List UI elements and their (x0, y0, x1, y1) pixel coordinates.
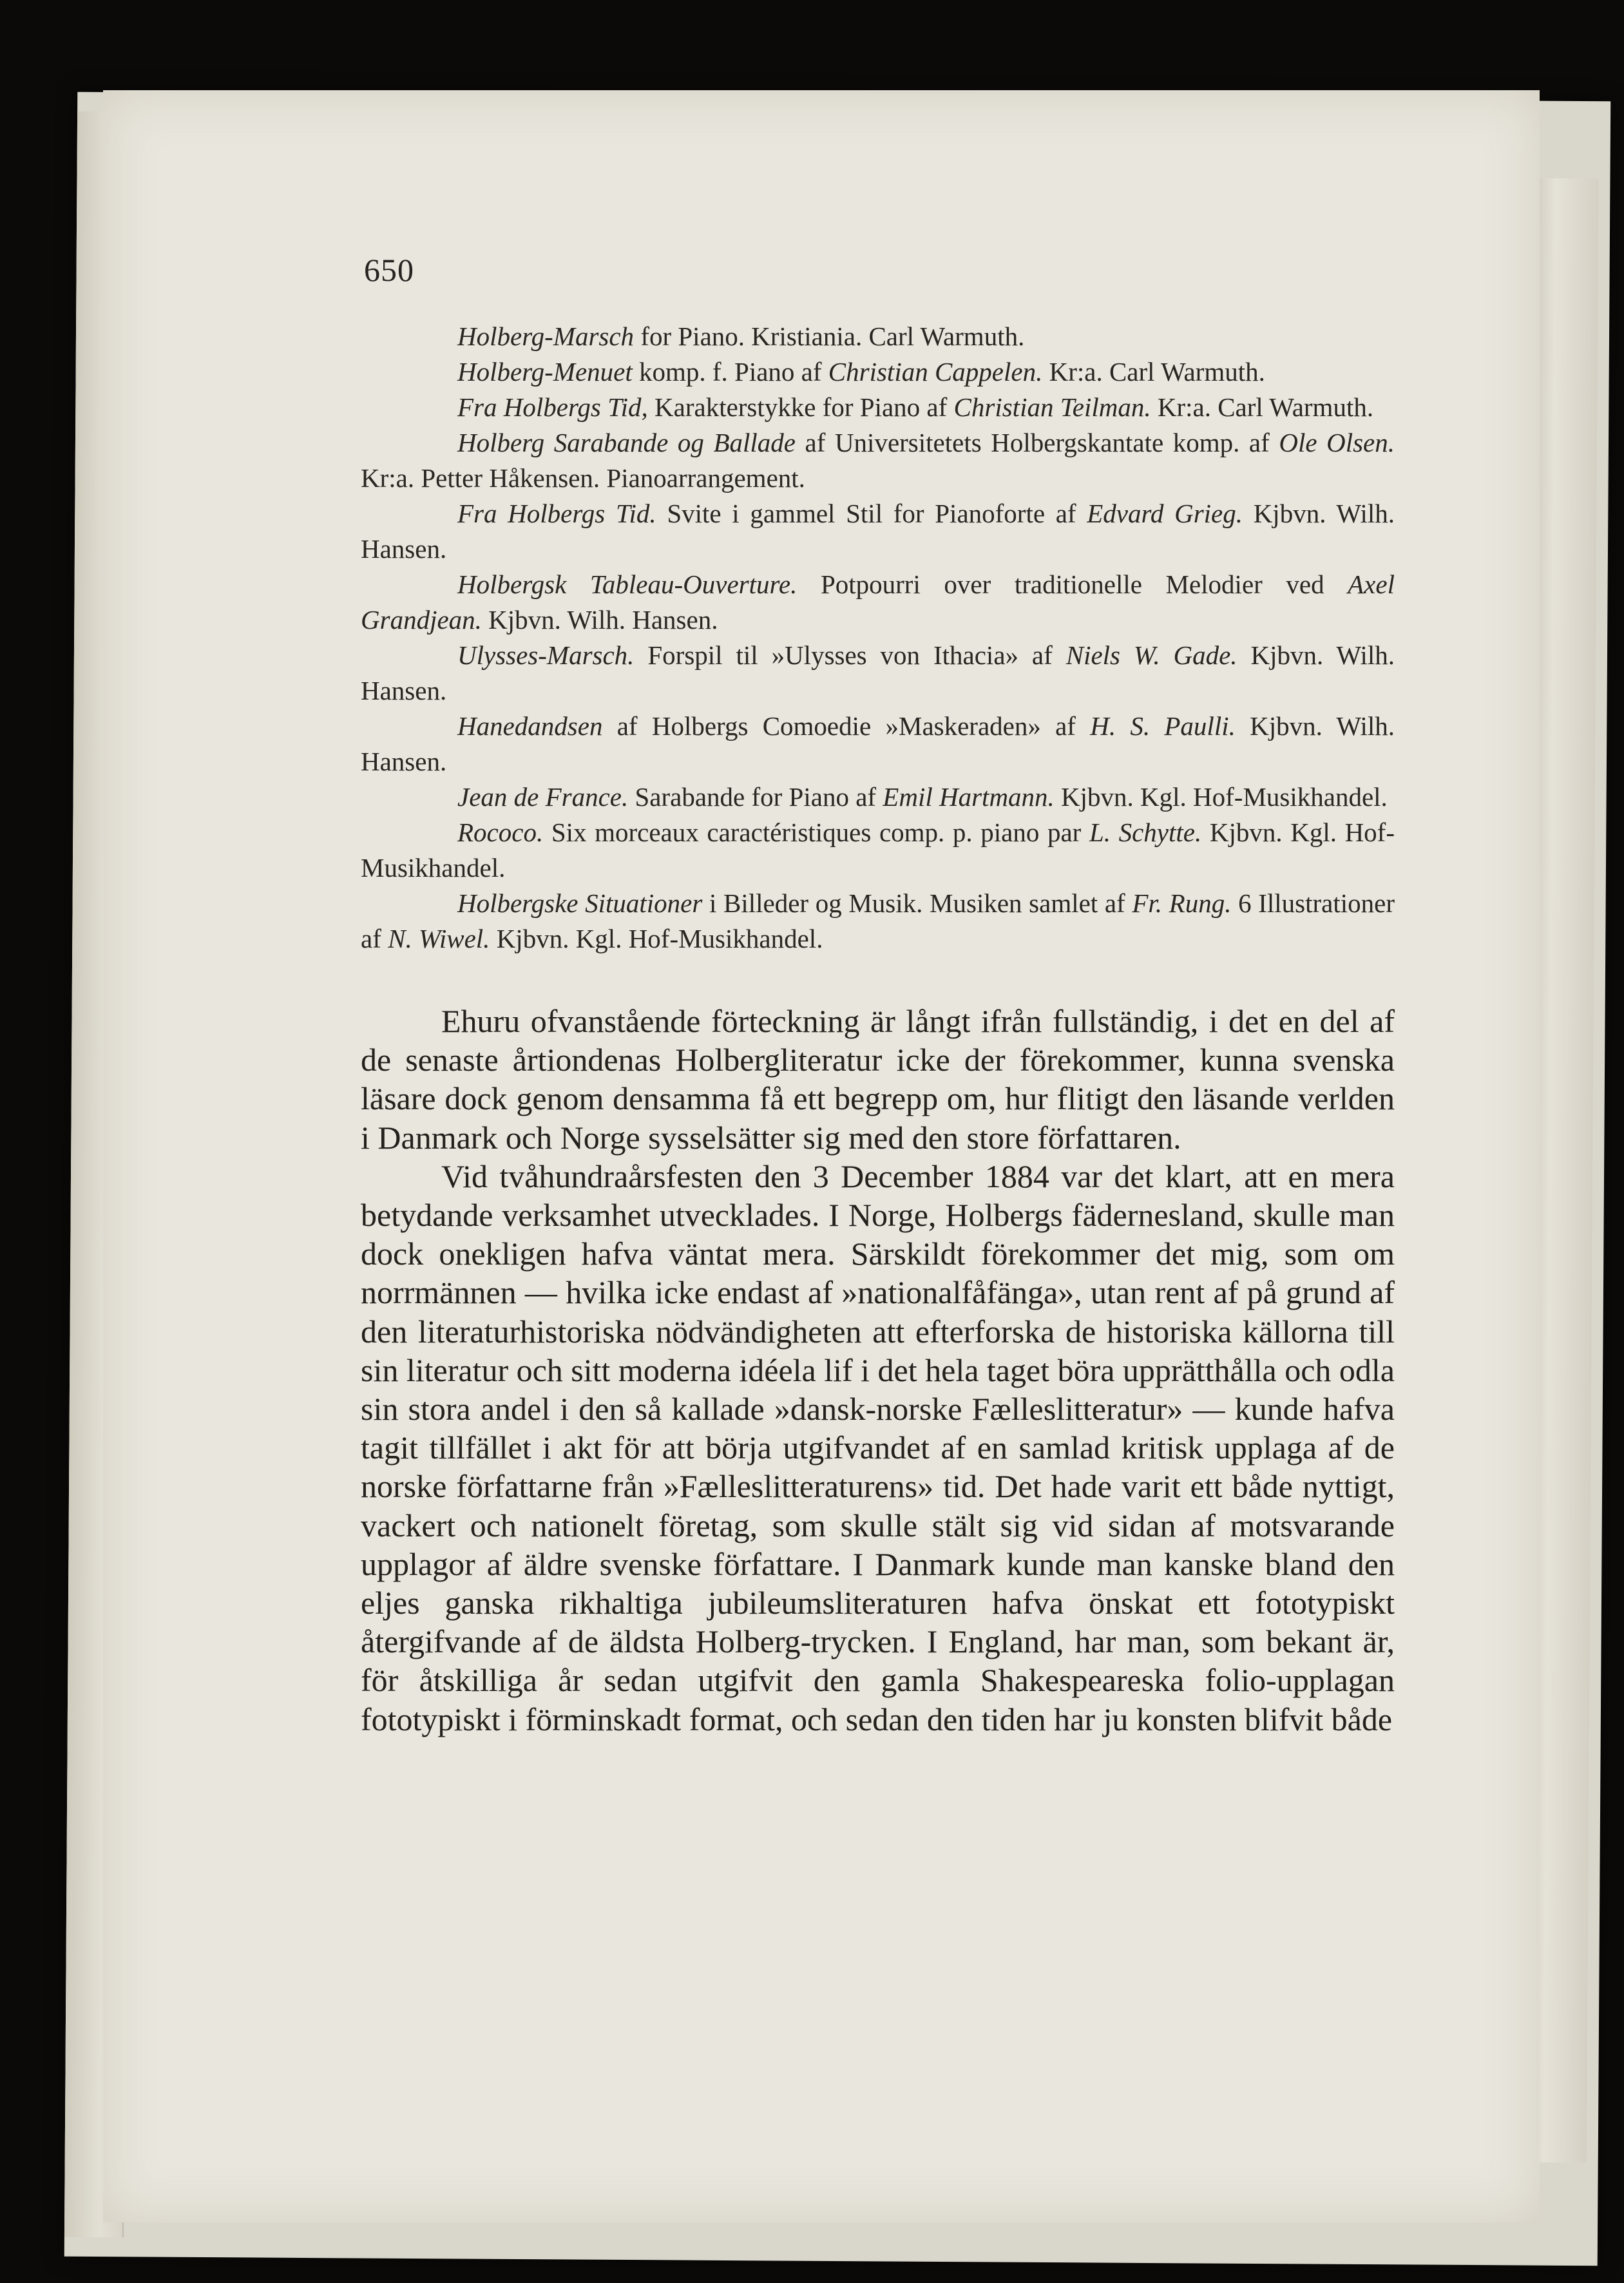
entry-title-run: Fr. Rung. (1132, 888, 1232, 918)
entry-title-run: Hanedandsen (457, 711, 603, 741)
bibliography-entry (361, 319, 1395, 354)
entry-title-run: Holberg-Menuet (457, 357, 633, 387)
bibliography-entry (361, 567, 1395, 638)
entry-title-run: Axel Grandjean. (361, 569, 1395, 635)
bibliography-entry (361, 638, 1395, 709)
entry-title-run: Niels W. Gade. (1065, 640, 1237, 670)
bibliography-entry (361, 709, 1395, 779)
entry-title-run: Holberg Sarabande og Ballade (457, 428, 796, 457)
page-number: 650 (364, 252, 414, 288)
entry-title-run: N. Wiwel. (388, 924, 490, 953)
entry-text-run: Kjbvn. Kgl. Hof-Musikhandel. (490, 924, 823, 953)
entry-text-run: Kjbvn. Wilh. Hansen. (361, 499, 1395, 564)
entry-text-run: Sarabande for Piano af (628, 782, 883, 812)
entry-title-run: Christian Teilman. (953, 392, 1151, 422)
bibliography-entry (361, 354, 1395, 390)
entry-title-run: Christian Cappelen. (828, 357, 1043, 387)
entry-text-run: Kjbvn. Wilh. Hansen. (481, 605, 718, 635)
paragraph: Vid tvåhundraårsfesten den 3 December 1884 var det klart, att en mera betydande verksamhet utvecklades. I Norge, Holbergs fädernesland, skulle man dock onekligen hafva väntat mera. Särskildt förekommer det mig, som om norrmännen — hvilka icke endast af »nationalfåfänga», utan rent af på grund af den literaturhistoriska nödvändigheten att efterforska de historiska källorna till sin literatur och sitt moderna idéela lif i det hela taget böra upprätthålla och odla sin stora andel i den så kallade »dansk-norske Fælleslitteratur» — kunde hafva tagit tillfället i akt för att börja utgifvandet af en samlad kritisk upplaga af de norske författarne från »Fælleslitteraturens» tid. Det hade varit ett både nyttigt, vackert och nationelt företag, som skulle stält sig vid sidan af motsvarande upplagor af äldre svenske författare. I Danmark kunde man kanske bland den eljes ganska rikhaltiga jubileumsliteraturen hafva önskat ett fototypiskt återgifvande af de äldsta Holberg-trycken. I England, har man, som bekant är, för åtskilliga år sedan utgifvit den gamla Shakespeareska folio-upplagan fototypiskt i förminskadt format, och sedan den tiden har ju konsten blifvit både (361, 1158, 1395, 1737)
entry-text-run: Six morceaux caractéristiques comp. p. piano par (543, 817, 1089, 847)
bibliography-entry (361, 886, 1395, 957)
bibliography-entry (361, 496, 1395, 567)
paragraph: Ehuru ofvanstående förteckning är långt ifrån fullständig, i det en del af de senaste årtiondenas Holbergliteratur icke der förekommer, kunna svenska läsare dock genom densamma få ett begrepp om, hur flitigt den läsande verlden i Danmark och Norge sysselsätter sig med den store författaren. (361, 1003, 1395, 1156)
entry-text-run: Forspil til »Ulysses von Ithacia» af (634, 640, 1066, 670)
entry-title-run: L. Schytte. (1089, 817, 1202, 847)
bibliography-entry (361, 390, 1395, 425)
body-text (361, 1002, 1395, 1739)
entry-title-run: Ulysses-Marsch. (457, 640, 635, 670)
entry-text-run: Kr:a. Carl Warmuth. (1151, 392, 1374, 422)
entry-text-run: Kr:a. Carl Warmuth. (1042, 357, 1265, 387)
bibliography-entry (361, 779, 1395, 815)
entry-text-run: Kjbvn. Kgl. Hof-Musikhandel. (361, 817, 1395, 883)
entry-text-run: Kjbvn. Wilh. Hansen. (361, 711, 1395, 776)
entry-text-run: 6 Illustrationer af (361, 888, 1395, 953)
entry-title-run: Emil Hartmann. (883, 782, 1055, 812)
entry-text-run: for Piano. Kristiania. Carl Warmuth. (634, 321, 1025, 351)
entry-text-run: Kjbvn. Wilh. Hansen. (361, 640, 1395, 705)
bibliography-list (361, 319, 1395, 957)
entry-text-run: komp. f. Piano af (632, 357, 828, 387)
entry-title-run: Fra Holbergs Tid. (457, 499, 656, 528)
entry-title-run: Jean de France. (457, 782, 629, 812)
entry-text-run: Potpourri over traditionelle Melodier ved (797, 569, 1348, 599)
entry-text-run: af Universitetets Holbergskantate komp. af (795, 428, 1279, 457)
entry-text-run: Karakterstykke for Piano af (647, 392, 954, 422)
entry-title-run: Ole Olsen. (1279, 428, 1395, 457)
entry-title-run: Edvard Grieg. (1087, 499, 1243, 528)
entry-title-run: Holbergske Situationer (457, 888, 703, 918)
bibliography-entry (361, 815, 1395, 886)
entry-text-run: Kr:a. Petter Håkensen. Pianoarrangement. (361, 463, 805, 493)
entry-title-run: H. S. Paulli. (1090, 711, 1236, 741)
entry-text-run: Kjbvn. Kgl. Hof-Musikhandel. (1054, 782, 1388, 812)
entry-title-run: Holbergsk Tableau-Ouverture. (457, 569, 798, 599)
entry-text-run: Svite i gammel Stil for Pianoforte af (656, 499, 1087, 528)
entry-text-run: i Billeder og Musik. Musiken samlet af (702, 888, 1132, 918)
entry-text-run: af Holbergs Comoedie »Maskeraden» af (602, 711, 1091, 741)
entry-title-run: Holberg-Marsch (457, 321, 635, 351)
entry-title-run: Fra Holbergs Tid, (457, 392, 648, 422)
entry-title-run: Rococo. (457, 817, 544, 847)
bibliography-entry (361, 425, 1395, 496)
